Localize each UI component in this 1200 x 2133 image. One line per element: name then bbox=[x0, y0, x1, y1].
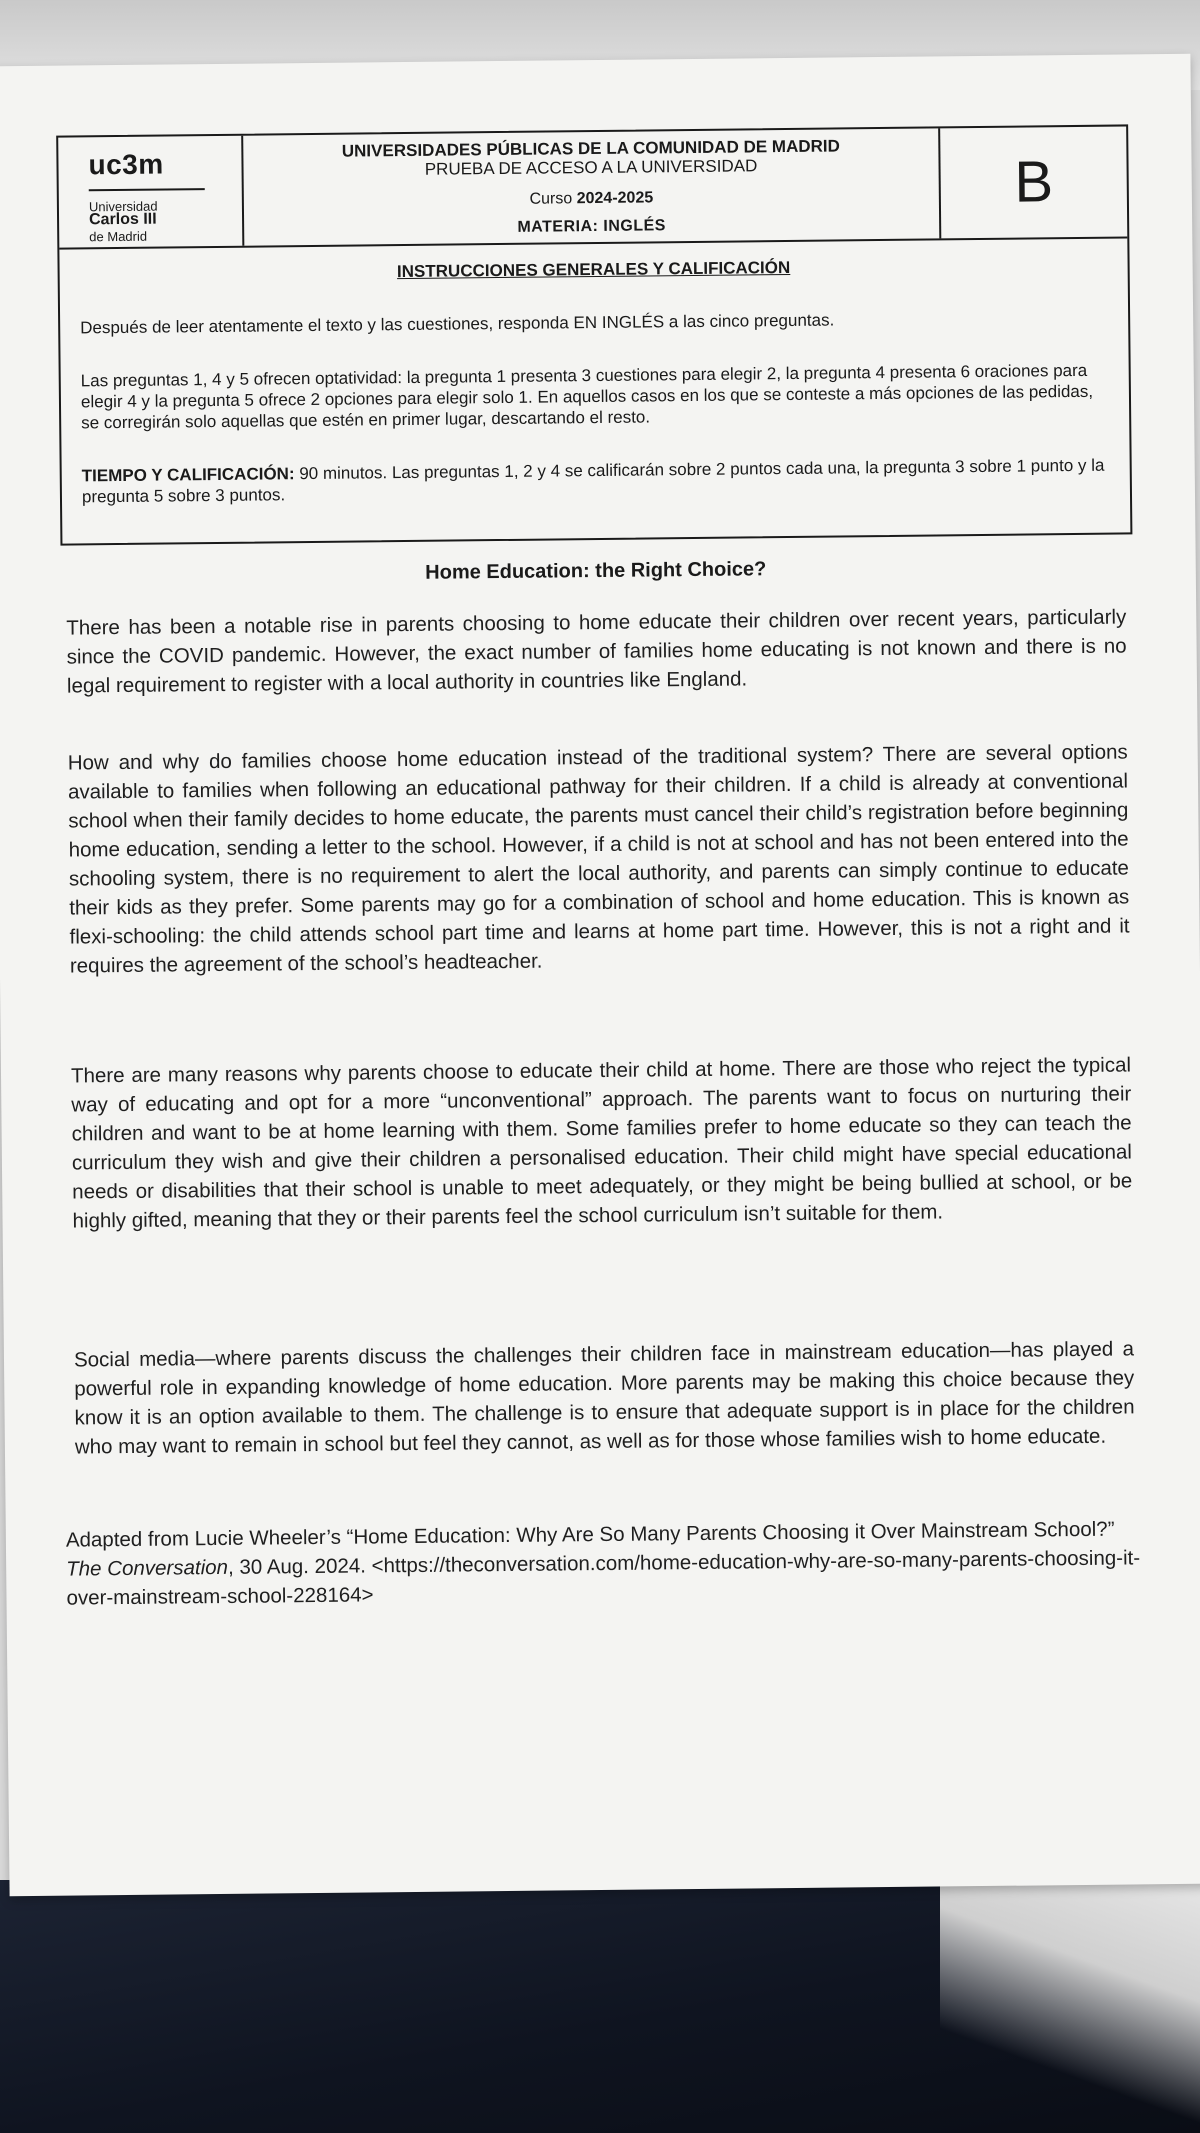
instructions-paragraph-2: Las preguntas 1, 4 y 5 ofrecen optatividad: la pregunta 1 presenta 3 cuestiones para elegir 2, la pregunta 4 presenta 6 oraciones para elegir 4 y la pregunta 5 ofrece 2 opciones para elegir solo 1. En aquellos casos en los que se conteste a más opciones de las pedidas, se corregirán solo aquellas que estén en primer lugar, descartando el resto. bbox=[80, 360, 1094, 433]
time-grading-label: TIEMPO Y CALIFICACIÓN: bbox=[81, 464, 295, 486]
source-citation bbox=[66, 1514, 1147, 1612]
source-text: Adapted from Lucie Wheeler’s “Home Education: Why Are So Many Parents Choosing it Over Mainstream School?” bbox=[65, 1517, 1115, 1552]
header-row bbox=[58, 126, 1127, 249]
instructions-paragraph-3 bbox=[82, 455, 1112, 508]
logo-divider bbox=[89, 188, 205, 191]
time-grading-text: 90 minutos. Las preguntas 1, 2 y 4 se calificarán sobre 2 puntos cada una, la pregunta 3 sobre 1 punto y la pregunta 5 sobre 3 puntos. bbox=[81, 455, 1105, 507]
logo-line-2: Carlos III bbox=[88, 210, 157, 229]
exam-title-line-2: PRUEBA DE ACCESO A LA UNIVERSIDAD bbox=[424, 156, 758, 179]
exam-model-letter: B bbox=[1014, 149, 1054, 215]
logo-brand: uc3m bbox=[88, 148, 164, 181]
exam-title-block bbox=[243, 128, 941, 245]
exam-sheet bbox=[0, 54, 1200, 1896]
course-value: 2024-2025 bbox=[576, 189, 654, 208]
source-date-url: , 30 Aug. 2024. <https://theconversation.com/home-education-why-are-so-many-parents-choosing-it-over-mainstream-school-228164> bbox=[66, 1546, 1141, 1610]
course-year bbox=[244, 186, 939, 211]
header-box bbox=[56, 124, 1132, 545]
article-paragraph: There are many reasons why parents choose to educate their child at home. There are those who reject the typical way of educating and opt for a more “unconventional” approach. The parents want to focus on nurturing their children and want to be at home learning with them. Some families prefer to home educate so they can teach the curriculum they wish and give their children a personalised education. Their child might have special educational needs or disabilities that their school is unable to meet adequately, or they might be being bullied at school, or be highly gifted, meaning that they or their parents feel the school curriculum isn’t suitable for them. bbox=[70, 1053, 1133, 1233]
source-publication: The Conversation bbox=[66, 1555, 229, 1581]
article-paragraph: Social media—where parents discuss the challenges their children face in mainstream education—has played a powerful role in expanding knowledge of home education. More parents may be making this choice because they know it is an option available to them. The challenge is to ensure that adequate support is in place for the children who may want to remain in school but feel they cannot, as well as for those whose families wish to home educate. bbox=[73, 1337, 1135, 1459]
course-label: Curso bbox=[529, 190, 573, 208]
exam-title-line-1: UNIVERSIDADES PÚBLICAS DE LA COMUNIDAD DE MADRID bbox=[341, 136, 840, 161]
subject: MATERIA: INGLÉS bbox=[517, 217, 667, 236]
article-title: Home Education: the Right Choice? bbox=[425, 558, 767, 584]
logo-line-1: Universidad bbox=[88, 198, 158, 215]
university-logo bbox=[58, 136, 244, 248]
logo-line-3: de Madrid bbox=[89, 228, 148, 245]
background-desk bbox=[0, 1880, 1200, 2133]
article-paragraph: There has been a notable rise in parents choosing to home educate their children over recent years, particularly since the COVID pandemic. However, the exact number of families home educating is not known and there is no legal requirement to register with a local authority in countries like England. bbox=[66, 605, 1127, 698]
article-paragraph: How and why do families choose home education instead of the traditional system? There are several options available to families when following an educational pathway for their children. If a child is already at conventional school when their family decides to home educate, the parents must cancel their child’s registration before beginning home education, sending a letter to the school. However, if a child is not at school and has not been entered into the schooling system, there is no requirement to alert the local authority, and parents can simply continue to educate their kids as they prefer. Some parents may go for a combination of school and home education. This is known as flexi-schooling: the child attends school part time and learns at home part time. However, this is not a right and it requires the agreement of the school’s headteacher. bbox=[67, 740, 1130, 978]
instructions-paragraph-1: Después de leer atentamente el texto y las cuestiones, responda EN INGLÉS a las cinco preguntas. bbox=[80, 310, 835, 338]
instructions-heading: INSTRUCCIONES GENERALES Y CALIFICACIÓN bbox=[396, 257, 791, 282]
